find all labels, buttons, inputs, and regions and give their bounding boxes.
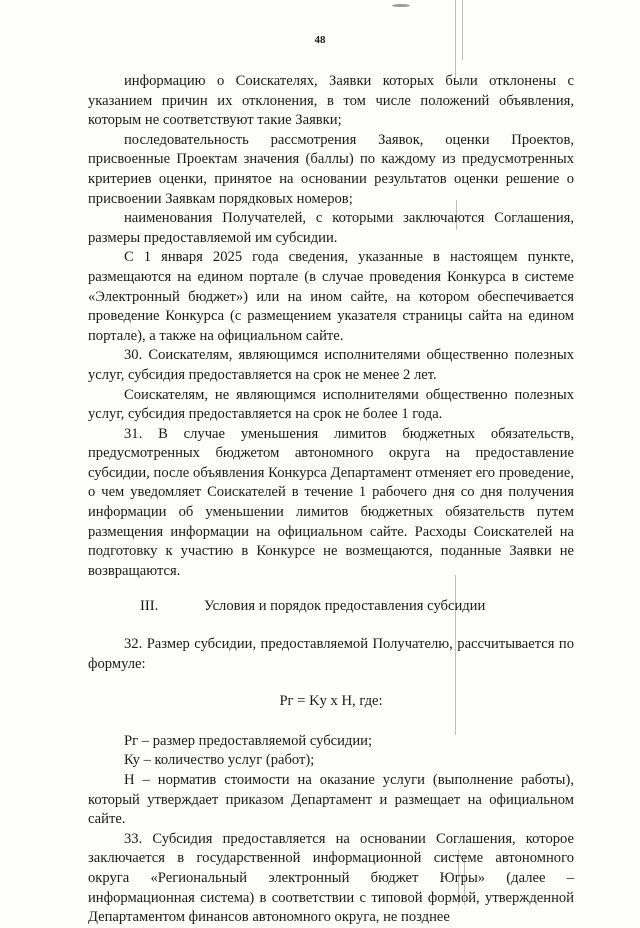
- paragraph-30: 30. Соискателям, являющимся исполнителями общественно полезных услуг, субсидия предоставляется на срок не менее 2 лет.: [88, 347, 574, 383]
- page-number: 48: [314, 34, 326, 46]
- definition: Ку – количество услуг (работ);: [124, 752, 315, 769]
- paragraph: последовательность рассмотрения Заявок, оценки Проектов, присвоенные Проектам значения (баллы) по каждому из предусмотренных критериев оценки, принятое на основании результатов оценки решение о присвоении Заявкам порядковых номеров;: [88, 131, 574, 207]
- paragraph: С 1 января 2025 года сведения, указанные в настоящем пункте, размещаются на едином портале (в случае проведения Конкурса в системе «Электронный бюджет») или на ином сайте, на котором обеспечивается проведение Конкурса (с размещением указателя страницы сайта на едином портале), а также на официальном сайте.: [88, 249, 574, 344]
- paragraph-31: 31. В случае уменьшения лимитов бюджетных обязательств, предусмотренных бюджетом автономного округа на предоставление субсидии, после объявления Конкурса Департамент отменяет его проведение, о чем уведомляет Соискателей в течение 1 рабочего дня со дня получения информации об уменьшении лимитов бюджетных обязательств путем размещения информации на официальном сайте. Расходы Соискателей на подготовку к участию в Конкурсе не возмещаются, поданные Заявки не возвращаются.: [88, 425, 574, 579]
- scan-artifact-speck: [392, 4, 410, 7]
- formula: Pг = Ky x H, где:: [279, 693, 383, 710]
- section-title: Условия и порядок предоставления субсидии: [204, 598, 486, 615]
- paragraph: Соискателям, не являющимся исполнителями общественно полезных услуг, субсидия предоставляется на срок не более 1 года.: [88, 386, 574, 423]
- scan-artifact-line: [455, 0, 456, 78]
- definition: Рг – размер предоставляемой субсидии;: [124, 732, 373, 749]
- section-heading: [88, 597, 574, 617]
- paragraph: наименования Получателей, с которыми заключаются Соглашения, размеры предоставляемой им субсидии.: [88, 210, 574, 246]
- definition: Н – норматив стоимости на оказание услуги (выполнение работы), который утверждает приказом Департамент и размещает на официальном сайте.: [88, 772, 574, 828]
- paragraph-33: 33. Субсидия предоставляется на основании Соглашения, которое заключается в государственной информационной системе автономного округа «Региональный электронный бюджет Югры» (далее – информационная система) в соответствии с типовой формой, утвержденной Департаментом финансов автономного округа, не позднее: [88, 830, 574, 926]
- paragraph: информацию о Соискателях, Заявки которых были отклонены с указанием причин их отклонения, в том числе положений объявления, которым не соответствуют такие Заявки;: [88, 73, 574, 129]
- document-body: [88, 72, 574, 928]
- scan-artifact-line: [462, 0, 463, 60]
- paragraph-32: 32. Размер субсидии, предоставляемой Получателю, рассчитывается по формуле:: [88, 636, 574, 672]
- section-number: III.: [140, 598, 159, 615]
